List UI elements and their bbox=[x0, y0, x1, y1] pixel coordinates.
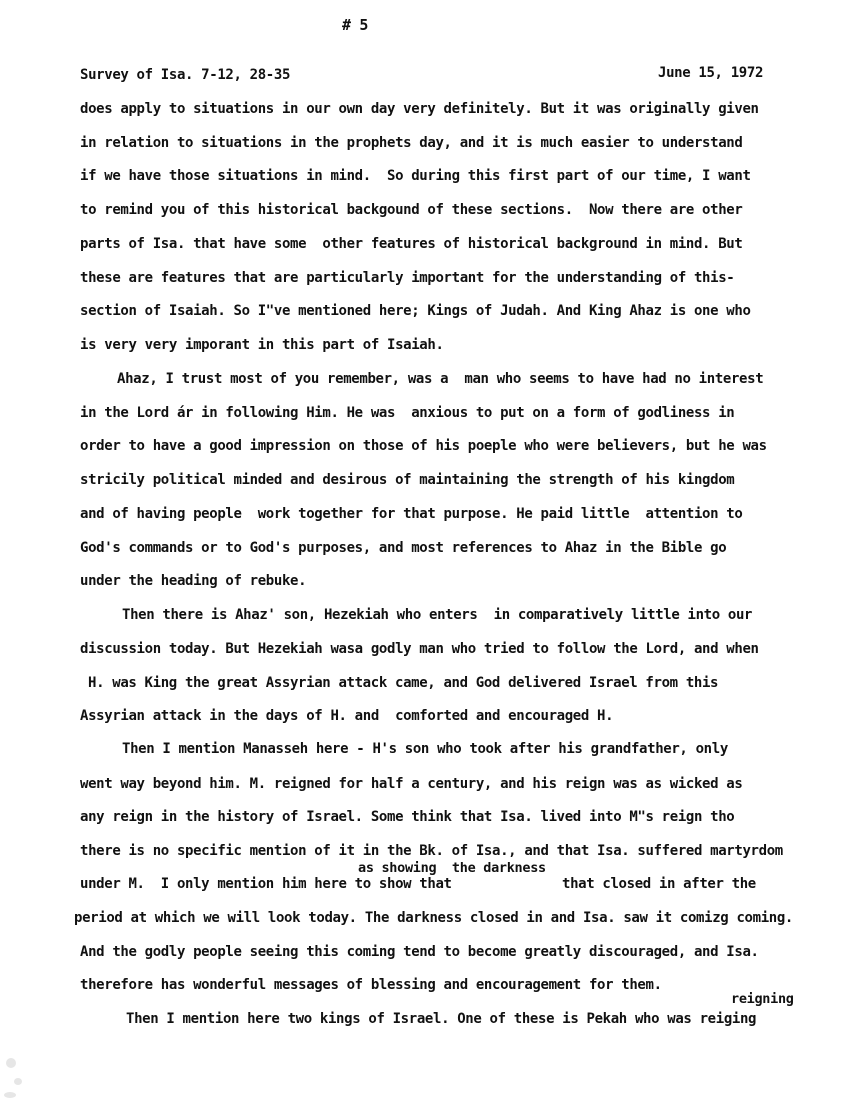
text-line: God's commands or to God's purposes, and most references to Ahaz in the Bible go bbox=[80, 540, 727, 556]
text-line: Assyrian attack in the days of H. and comforted and encouraged H. bbox=[80, 708, 614, 724]
interlinear-correction: reigning bbox=[731, 991, 794, 1007]
text-line: to remind you of this historical backgound of these sections. Now there are other bbox=[80, 202, 743, 218]
text-line: is very very imporant in this part of Isaiah. bbox=[80, 337, 444, 353]
text-line: any reign in the history of Israel. Some think that Isa. lived into M"s reign tho bbox=[80, 809, 735, 825]
text-line: Ahaz, I trust most of you remember, was a man who seems to have had no interest bbox=[117, 371, 764, 387]
text-line: in relation to situations in the prophets day, and it is much easier to understand bbox=[80, 135, 743, 151]
text-line: stricily political minded and desirous of maintaining the strength of his kingdom bbox=[80, 472, 735, 488]
text-line: therefore has wonderful messages of blessing and encouragement for them. bbox=[80, 977, 662, 993]
document-title: Survey of Isa. 7-12, 28-35 bbox=[80, 67, 291, 83]
paper-speck bbox=[4, 1092, 16, 1098]
text-line: period at which we will look today. The darkness closed in and Isa. saw it comizg coming. bbox=[74, 910, 794, 926]
text-line: went way beyond him. M. reigned for half a century, and his reign was as wicked as bbox=[80, 776, 743, 792]
text-line: these are features that are particularly important for the understanding of this- bbox=[80, 270, 735, 286]
text-line: And the godly people seeing this coming tend to become greatly discouraged, and Isa. bbox=[80, 944, 759, 960]
text-line: under the heading of rebuke. bbox=[80, 573, 307, 589]
text-line: if we have those situations in mind. So during this first part of our time, I want bbox=[80, 168, 751, 184]
text-line: and of having people work together for that purpose. He paid little attention to bbox=[80, 506, 743, 522]
document-date: June 15, 1972 bbox=[658, 65, 764, 81]
text-line: Then I mention here two kings of Israel. One of these is Pekah who was reiging bbox=[126, 1011, 757, 1027]
text-line-continuation: that closed in after the bbox=[562, 876, 756, 892]
text-line: does apply to situations in our own day very definitely. But it was originally given bbox=[80, 101, 759, 117]
text-line: there is no specific mention of it in the Bk. of Isa., and that Isa. suffered martyrdom bbox=[80, 843, 783, 859]
text-line: H. was King the great Assyrian attack came, and God delivered Israel from this bbox=[88, 675, 719, 691]
page-number: # 5 bbox=[342, 16, 369, 34]
text-line: Then I mention Manasseh here - H's son who took after his grandfather, only bbox=[122, 741, 728, 757]
text-line: discussion today. But Hezekiah wasa godly man who tried to follow the Lord, and when bbox=[80, 641, 759, 657]
interlinear-insertion: as showing the darkness bbox=[358, 860, 546, 876]
paper-speck bbox=[14, 1078, 22, 1085]
text-line: section of Isaiah. So I"ve mentioned here; Kings of Judah. And King Ahaz is one who bbox=[80, 303, 751, 319]
text-line: under M. I only mention him here to show that bbox=[80, 876, 452, 892]
paper-speck bbox=[6, 1058, 16, 1068]
text-line: parts of Isa. that have some other features of historical background in mind. But bbox=[80, 236, 743, 252]
text-line: order to have a good impression on those of his poeple who were believers, but he was bbox=[80, 438, 767, 454]
text-line: in the Lord ár in following Him. He was anxious to put on a form of godliness in bbox=[80, 405, 735, 421]
text-line: Then there is Ahaz' son, Hezekiah who enters in comparatively little into our bbox=[122, 607, 753, 623]
